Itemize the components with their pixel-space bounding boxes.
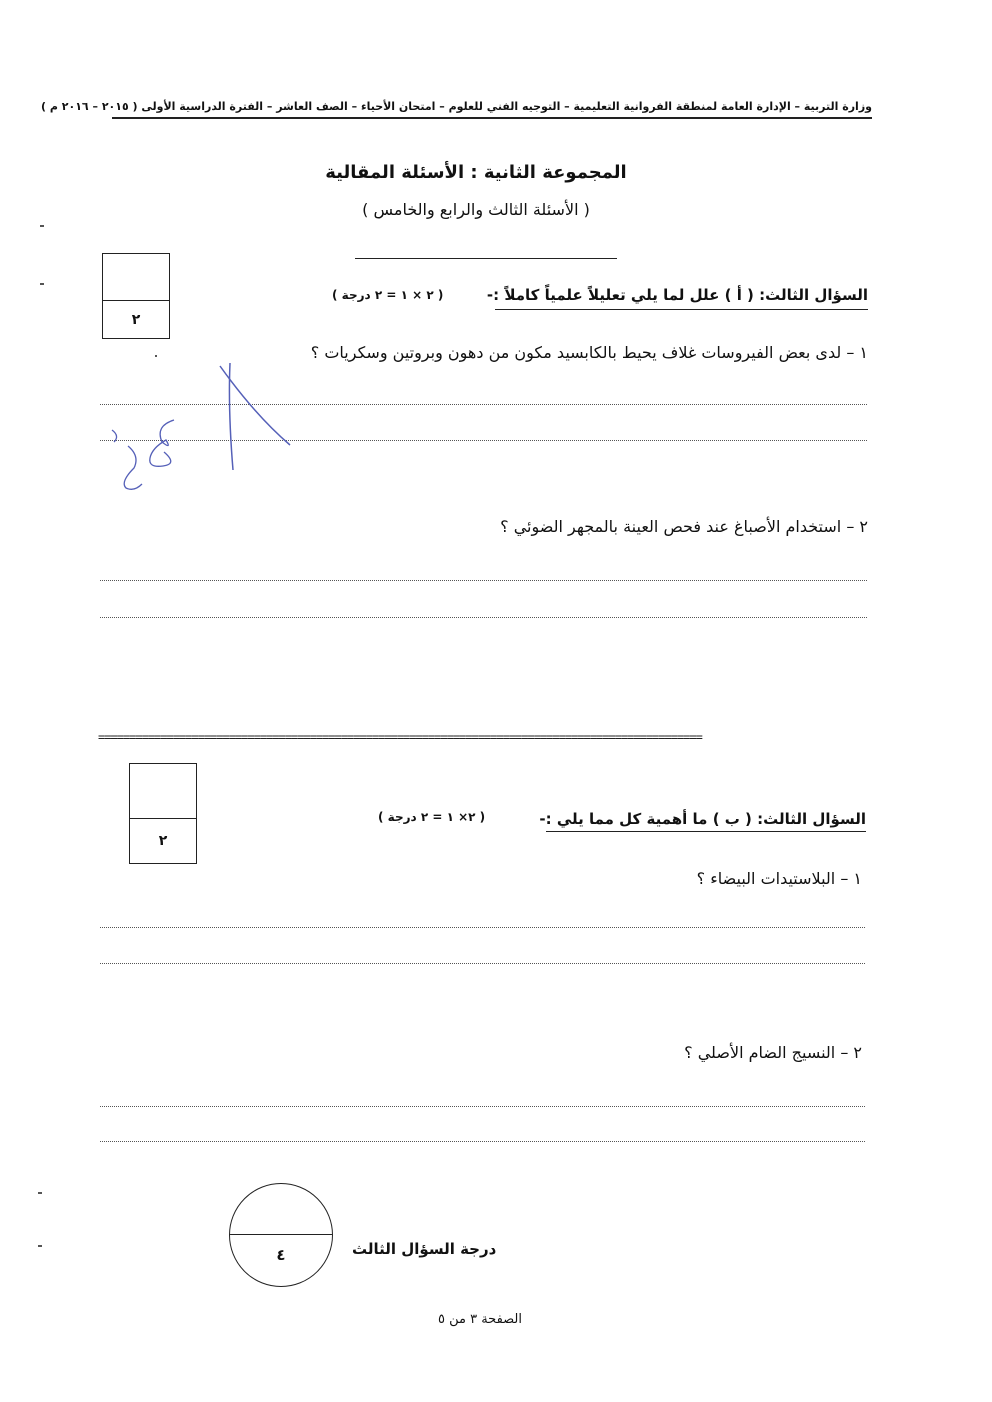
scan-speck: [40, 283, 44, 285]
group-subtitle-text: ( الأسئلة الثالث والرابع والخامس ): [362, 200, 590, 219]
answer-line[interactable]: [100, 1141, 865, 1142]
scan-speck: [40, 225, 44, 227]
scan-speck: [155, 355, 157, 357]
total-score-label: درجة السؤال الثالث: [352, 1240, 497, 1258]
section-a-header-underline: [495, 309, 868, 310]
section-b-header: السؤال الثالث: ( ب ) ما أهمية كل مما يلي :-: [539, 810, 866, 828]
group-title: [0, 162, 992, 183]
answer-line[interactable]: [100, 617, 867, 618]
answer-line[interactable]: [100, 927, 865, 928]
page-number: [0, 1312, 992, 1327]
section-separator: =================================================================================================: [98, 730, 702, 744]
title-underline: [355, 258, 617, 259]
total-score-circle: [229, 1183, 333, 1287]
section-a-item-1: ١ – لدى بعض الفيروسات غلاف يحيط بالكابسيد مكون من دهون وبروتين وسكريات ؟: [310, 343, 868, 362]
scan-speck: [38, 1192, 42, 1194]
section-a-header: السؤال الثالث: ( أ ) علل لما يلي تعليلاً علمياً كاملاً :-: [486, 286, 868, 304]
handwritten-cross-mark: [100, 360, 300, 500]
total-score-value: ٤: [276, 1246, 286, 1264]
answer-line[interactable]: [100, 963, 865, 964]
section-b-marks: ( ٢× ١ = ٢ درجة ): [378, 810, 486, 824]
page-number-text: الصفحة ٣ من ٥: [437, 1312, 522, 1327]
section-b-score: ٢: [158, 833, 168, 849]
section-a-score: ٢: [131, 312, 141, 328]
section-b-item-1: ١ – البلاستيدات البيضاء ؟: [696, 869, 862, 888]
group-title-text: المجموعة الثانية : الأسئلة المقالية: [325, 162, 627, 183]
exam-header: وزارة التربية – الإدارة العامة لمنطقة الفروانية التعليمية – التوجيه الفني للعلوم – امتحان الأحياء – الصف العاشر – الفترة الدراسية الأولى ( ٢٠١٥ – ٢٠١٦ م ): [112, 100, 872, 119]
answer-line[interactable]: [100, 1106, 865, 1107]
scan-speck: [38, 1245, 42, 1247]
section-b-header-underline: [546, 831, 866, 832]
section-b-score-box: [129, 763, 197, 864]
answer-line[interactable]: [100, 580, 867, 581]
section-a-marks: ( ٢ × ١ = ٢ درجة ): [332, 288, 444, 302]
section-a-score-box: [102, 253, 170, 339]
section-a-item-2: ٢ – استخدام الأصباغ عند فحص العينة بالمجهر الضوئي ؟: [500, 517, 868, 536]
group-subtitle: [0, 200, 992, 219]
section-b-item-2: ٢ – النسيج الضام الأصلي ؟: [684, 1043, 862, 1062]
